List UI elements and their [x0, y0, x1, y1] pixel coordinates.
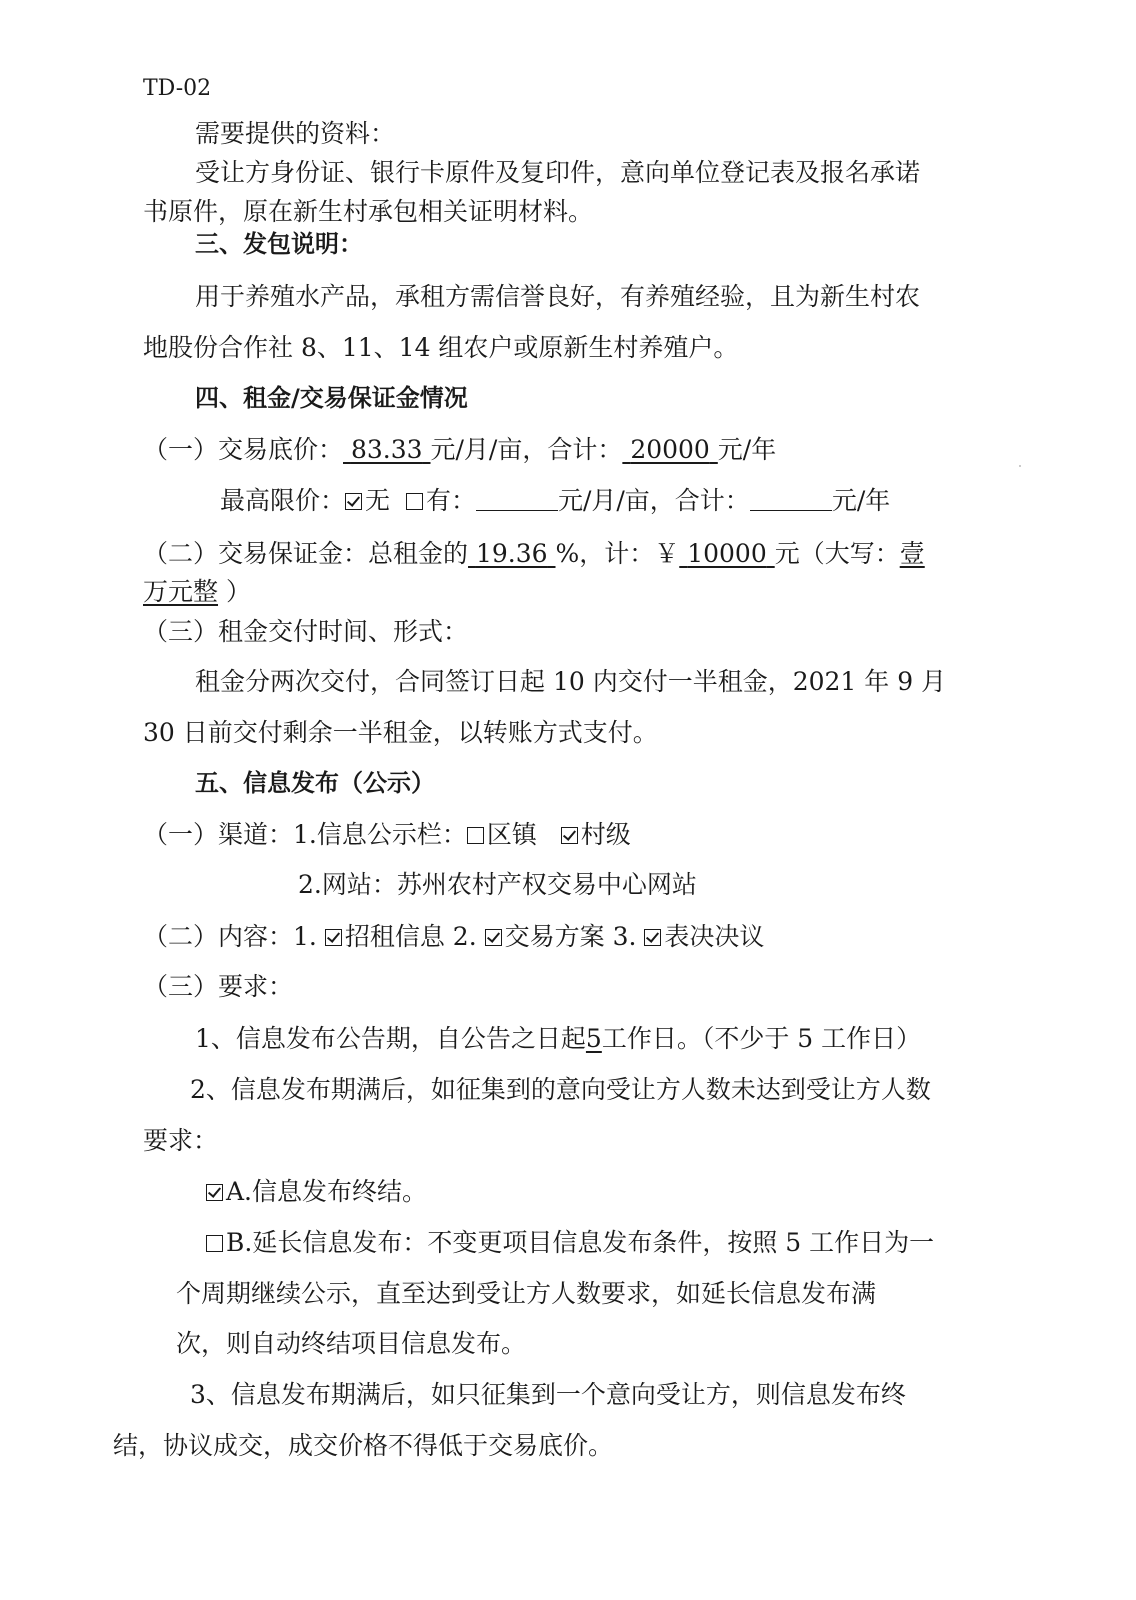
content-label: （二）内容：	[143, 922, 294, 951]
content-1-checkbox[interactable]	[325, 929, 342, 946]
section-5-heading: 五、信息发布（公示）	[195, 769, 435, 797]
content-3-checkbox[interactable]	[644, 929, 661, 946]
section-3-line-1: 用于养殖水产品，承租方需信誉良好，有养殖经验，且为新生村农	[195, 282, 921, 311]
option-b-line-3: 次，则自动终结项目信息发布。	[176, 1329, 527, 1358]
option-b-line-2: 个周期继续公示，直至达到受让方人数要求，如延长信息发布满	[176, 1279, 877, 1308]
option-a-label: A.信息发布终结。	[226, 1177, 428, 1206]
base-price-row	[143, 433, 776, 467]
price-cap-row	[220, 484, 890, 518]
cap-total-suffix: 元/年	[831, 486, 891, 515]
option-b-row	[206, 1226, 934, 1260]
village-checkbox[interactable]	[561, 827, 578, 844]
announce-days: 5	[585, 1024, 602, 1053]
total-price-suffix: 元/年	[717, 435, 777, 464]
channel-label: （一）渠道：	[143, 820, 294, 849]
content-num-3: 3.	[612, 922, 637, 951]
content-2-checkbox[interactable]	[485, 929, 502, 946]
deposit-label: （二）交易保证金：总租金的	[143, 539, 469, 568]
deposit-row	[143, 537, 925, 571]
unit-price-suffix: 元/月/亩，合计：	[430, 435, 623, 464]
option-a-checkbox[interactable]	[206, 1184, 223, 1201]
content-num-1: 1.	[293, 922, 317, 951]
channel-item-1: 1.信息公示栏：	[293, 820, 467, 849]
district-checkbox[interactable]	[467, 827, 484, 844]
district-label: 区镇	[486, 820, 537, 849]
payment-line-2: 30 日前交付剩余一半租金，以转账方式支付。	[143, 718, 658, 747]
cap-none-checkbox[interactable]	[345, 493, 362, 510]
content-2-label: 交易方案	[504, 922, 605, 951]
requirement-2-line-1: 2、信息发布期满后，如征集到的意向受让方人数未达到受让方人数	[190, 1075, 931, 1104]
deposit-row-cont	[143, 575, 251, 609]
content-3-label: 表决决议	[664, 922, 765, 951]
content-row	[143, 920, 764, 954]
scan-speck	[1019, 465, 1021, 467]
option-a-row	[206, 1175, 427, 1209]
cap-none-label: 无	[365, 486, 391, 515]
cap-has-checkbox[interactable]	[406, 493, 423, 510]
option-b-label: B.延长信息发布：不变更项目信息发布条件，按照 5 工作日为一	[226, 1228, 935, 1257]
materials-line-2: 书原件，原在新生村承包相关证明材料。	[143, 197, 594, 226]
requirement-2-line-2: 要求：	[143, 1126, 219, 1155]
materials-line-1: 受让方身份证、银行卡原件及复印件，意向单位登记表及报名承诺	[195, 158, 921, 187]
deposit-amount: 10000	[687, 539, 767, 568]
base-price-label: （一）交易底价：	[143, 435, 344, 464]
cap-total-blank[interactable]	[750, 484, 832, 511]
cap-has-label: 有：	[425, 486, 476, 515]
deposit-suffix: 元（大写：	[774, 539, 900, 568]
section-4-heading: 四、租金/交易保证金情况	[195, 384, 468, 412]
deposit-mid: %，计：￥	[555, 539, 680, 568]
payment-heading: （三）租金交付时间、形式：	[143, 617, 469, 646]
deposit-words-part-2: 万元整	[143, 577, 219, 606]
content-num-2: 2.	[452, 922, 477, 951]
deposit-percent: 19.36	[475, 539, 548, 568]
payment-line-1: 租金分两次交付，合同签订日起 10 内交付一半租金，2021 年 9 月	[195, 667, 947, 696]
option-b-checkbox[interactable]	[206, 1235, 223, 1252]
village-label: 村级	[580, 820, 631, 849]
deposit-words-part-1: 壹	[899, 539, 925, 568]
cap-unit-suffix: 元/月/亩，合计：	[557, 486, 750, 515]
deposit-close: ）	[225, 577, 251, 606]
requirement-3-line-2: 结，协议成交，成交价格不得低于交易底价。	[113, 1431, 614, 1460]
document-code: TD-02	[143, 76, 212, 101]
cap-unit-price-blank[interactable]	[476, 484, 558, 511]
requirements-heading: （三）要求：	[143, 972, 294, 1001]
section-3-heading: 三、发包说明：	[195, 230, 363, 258]
materials-heading: 需要提供的资料：	[195, 119, 396, 148]
channel-row	[143, 818, 631, 852]
channel-item-2: 2.网站：苏州农村产权交易中心网站	[298, 870, 697, 899]
price-cap-label: 最高限价：	[220, 486, 346, 515]
section-3-line-2: 地股份合作社 8、11、14 组农户或原新生村养殖户。	[143, 333, 739, 362]
unit-price-value: 83.33	[350, 435, 423, 464]
content-1-label: 招租信息	[344, 922, 445, 951]
total-price-value: 20000	[630, 435, 710, 464]
requirement-3-line-1: 3、信息发布期满后，如只征集到一个意向受让方，则信息发布终	[190, 1380, 906, 1409]
requirement-1: 1、信息发布公告期，自公告之日起5工作日。（不少于 5 工作日）	[195, 1024, 922, 1053]
